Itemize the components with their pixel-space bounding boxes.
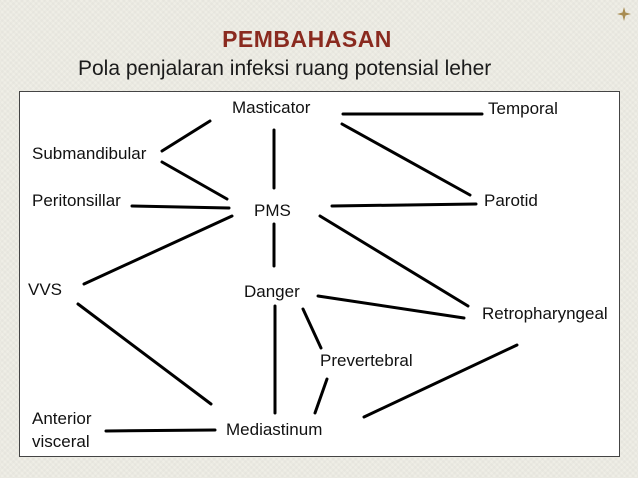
- slide-title: PEMBAHASAN: [222, 26, 392, 52]
- node-retropharyngeal: Retropharyngeal: [482, 304, 608, 323]
- edge-anterior-visceral-mediastinum: [106, 430, 215, 431]
- diagram-canvas: [20, 92, 621, 458]
- node-danger: Danger: [244, 282, 300, 301]
- slide-subtitle: Pola penjalaran infeksi ruang potensial leher: [78, 57, 492, 80]
- flourish-icon: [616, 6, 632, 22]
- node-vvs: VVS: [28, 280, 63, 299]
- node-mediastinum: Mediastinum: [226, 420, 323, 439]
- node-submandibular: Submandibular: [32, 144, 147, 163]
- node-anterior-visceral-line1: Anterior: [32, 409, 92, 428]
- node-masticator: Masticator: [232, 98, 311, 117]
- node-anterior-visceral-line2: visceral: [32, 432, 90, 451]
- node-parotid: Parotid: [484, 191, 538, 210]
- edge-masticator-submandibular: [162, 121, 210, 151]
- edge-prevertebral-mediastinum: [315, 379, 327, 413]
- edge-vvs-mediastinum: [78, 304, 211, 404]
- node-peritonsillar: Peritonsillar: [32, 191, 121, 210]
- edge-submandibular-pms: [162, 162, 227, 199]
- node-temporal: Temporal: [488, 99, 558, 118]
- node-prevertebral: Prevertebral: [320, 351, 413, 370]
- edge-danger-prevertebral: [303, 309, 321, 348]
- edge-pms-vvs: [84, 216, 232, 284]
- node-pms: PMS: [254, 201, 291, 220]
- edge-peritonsillar-pms: [132, 206, 229, 208]
- diagram-panel: [19, 91, 620, 457]
- edge-danger-retropharyngeal: [318, 296, 464, 318]
- edge-pms-retropharyngeal: [320, 216, 468, 306]
- edge-masticator-parotid: [342, 124, 470, 195]
- edge-pms-parotid: [332, 204, 476, 206]
